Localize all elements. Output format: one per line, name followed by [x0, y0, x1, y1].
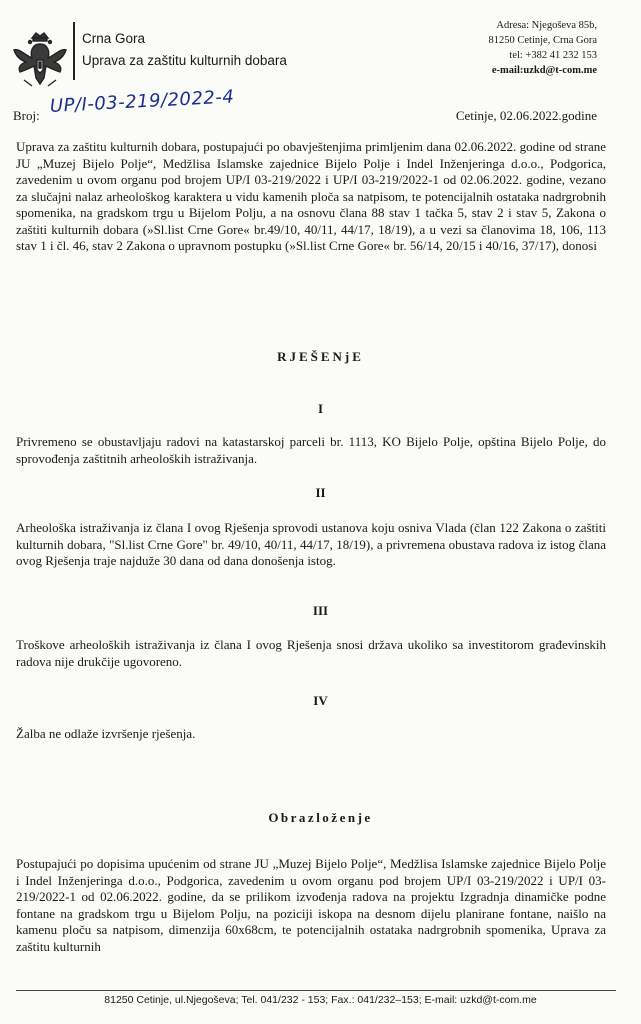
reference-label: Broj: [13, 108, 40, 123]
header-divider [73, 22, 75, 80]
address-city: 81250 Cetinje, Crna Gora [488, 35, 597, 46]
address-street: Adresa: Njegoševa 85b, [496, 20, 597, 31]
address-block [489, 18, 597, 78]
section-text-2: Arheološka istraživanja iz člana I ovog Rješenja sprovodi ustanova koju osniva Vlada (član 122 Zakona o zaštiti kulturnih dobara, "Sl.list Crne Gore" br. 49/10, 40/11, 44/17, 18/19), a privremena obustava radova iz istog člana ovog Rješenja traje najduže 30 dana od dana donošenja istog. [16, 520, 606, 568]
reference-number: UP/I-03-219/2022-4 [49, 86, 235, 117]
address-phone: tel: +382 41 232 153 [509, 50, 597, 61]
address-email: e-mail:uzkd@t-com.me [491, 65, 597, 76]
section-numeral-3: III [312, 603, 329, 618]
document-date: Cetinje, 02.06.2022.godine [455, 108, 597, 123]
coat-of-arms-icon [10, 30, 70, 96]
footer-contact: 81250 Cetinje, ul.Njegoševa; Tel. 041/232 - 153; Fax.: 041/232–153; E-mail: uzkd@t-com.me [104, 994, 537, 1006]
country-name: Crna Gora [82, 31, 146, 46]
intro-paragraph: Uprava za zaštitu kulturnih dobara, postupajući po obavještenjima primljenim dana 02.06.2022. godine od strane JU „Muzej Bijelo Polje“, Medžlisa Islamske zajednice Bijelo Polje i Indel Inženjeringa d.o.o., Podgorica, zavedenim u ovom organu pod brojem UP/I 03-219/2022 i UP/I 03-219/2022-1 od 02.06.2022. godine, vezano za slučajni nalaz arheološkog karaktera u vidu kamenih ploča sa natpisom, te potencijalnih ostataka nadrgrobnih spomenika, na gradskom trgu u Bijelom Polju, a na osnovu člana 88 stav 1 tačka 5, stav 2 i stav 5, Zakona o zaštiti kulturnih dobara (»Sl.list Crne Gore« br.49/10, 40/11, 44/17, 18/19), a u vezi sa članovima 18, 106, 113 stav 1 i čl. 46, stav 2 Zakona o upravnom postupku (»Sl.list Crne Gore« br. 56/14, 20/15 i 40/16, 37/17), donosi [16, 139, 606, 253]
decision-title: RJEŠENjE [277, 349, 364, 364]
reasoning-paragraph: Postupajući po dopisima upućenim od strane JU „Muzej Bijelo Polje“, Medžlisa Islamske zajednice Bijelo Polje i Indel Inženjeringa d.o.o., Podgorica, zavedenim u ovom organu pod brojem UP/I 03-219/2022 i UP/I 03-219/2022-1 od 02.06.2022. godine, da se prilikom izvođenja radova na projektu Izgradnja dinamičke podne fontane na gradskom trgu u Bijelom Polju, na poziciji iskopa na desnom dijelu planirane fontane, naišlo na kamenu ploču sa natpisom, dimenzija 60x68cm, te potencijalnih ostataka nadrgrobnih spomenika, Uprava za zaštitu kulturnih [16, 856, 606, 954]
section-numeral-1: I [317, 401, 324, 416]
section-numeral-2: II [315, 485, 326, 500]
section-text-3: Troškove arheoloških istraživanja iz člana I ovog Rješenja snosi država ukoliko sa investitorom građevinskih radova nije drukčije ugovoreno. [16, 637, 606, 669]
section-numeral-4: IV [313, 693, 328, 708]
institution-name: Uprava za zaštitu kulturnih dobara [82, 53, 287, 68]
section-text-4: Žalba ne odlaže izvršenje rješenja. [16, 726, 196, 741]
section-text-1: Privremeno se obustavljaju radovi na katastarskoj parceli br. 1113, KO Bijelo Polje, opština Bijelo Polje, do sprovođenja zaštitnih arheoloških istraživanja. [16, 434, 606, 466]
footer-divider [16, 990, 616, 991]
reasoning-title: Obrazloženje [268, 810, 373, 825]
